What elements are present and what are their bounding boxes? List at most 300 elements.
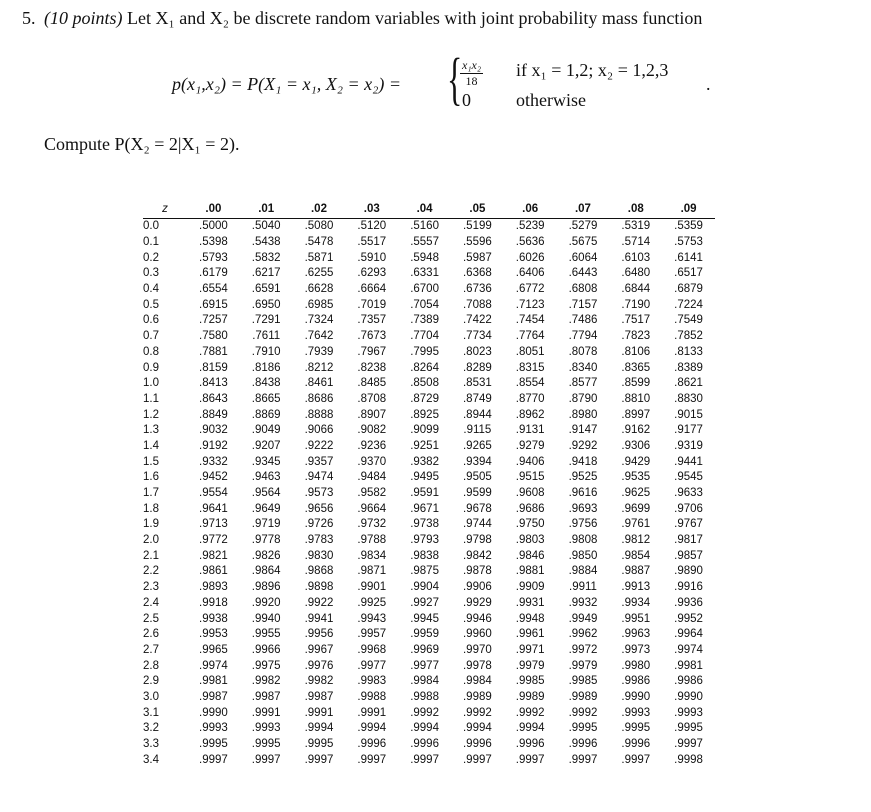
table-cell: .9936 xyxy=(674,596,703,609)
table-cell: .5871 xyxy=(304,251,334,264)
table-cell: .9982 xyxy=(304,675,334,688)
z-table xyxy=(143,200,715,768)
table-cell: .9738 xyxy=(410,518,439,531)
table-cell: .8686 xyxy=(304,392,334,405)
table-cell: .8962 xyxy=(515,408,545,421)
z-table-body xyxy=(143,219,715,769)
table-cell: .7357 xyxy=(357,314,387,327)
table-cell: .9798 xyxy=(462,534,492,547)
column-header: .04 xyxy=(398,200,451,219)
table-cell: .9821 xyxy=(199,549,228,562)
table-cell: .9997 xyxy=(251,753,281,766)
table-cell: .9909 xyxy=(515,581,545,594)
table-cell: .9633 xyxy=(674,487,703,500)
table-cell: .9706 xyxy=(674,502,703,515)
table-row xyxy=(143,439,715,455)
table-cell: .9788 xyxy=(357,534,387,547)
table-cell: .9649 xyxy=(251,502,281,515)
table-cell: .9671 xyxy=(410,502,439,515)
table-cell: .7088 xyxy=(462,298,492,311)
table-cell: .9977 xyxy=(410,659,439,672)
table-cell: .9868 xyxy=(304,565,334,578)
table-cell: .7486 xyxy=(568,314,598,327)
table-cell: .6331 xyxy=(410,267,439,280)
table-cell: .9996 xyxy=(568,738,598,751)
table-cell: .7852 xyxy=(674,330,703,343)
column-header: .00 xyxy=(187,200,240,219)
table-cell: .7910 xyxy=(251,345,281,358)
table-cell: .6628 xyxy=(304,283,334,296)
table-cell: .9976 xyxy=(304,659,334,672)
table-row xyxy=(143,611,715,627)
row-z-value: 1.2 xyxy=(143,408,159,421)
column-header: .01 xyxy=(240,200,293,219)
table-cell: .5793 xyxy=(199,251,228,264)
table-cell: .7611 xyxy=(252,330,281,343)
table-cell: .9993 xyxy=(199,722,228,735)
table-cell: .8554 xyxy=(515,377,545,390)
table-cell: .9535 xyxy=(621,471,651,484)
table-cell: .9984 xyxy=(462,675,492,688)
table-cell: .7967 xyxy=(357,345,387,358)
table-cell: .9987 xyxy=(199,690,228,703)
table-row xyxy=(143,501,715,517)
table-cell: .9997 xyxy=(199,753,228,766)
table-row xyxy=(143,486,715,502)
table-cell: .5080 xyxy=(304,220,334,233)
table-cell: .7642 xyxy=(304,330,334,343)
table-cell: .9881 xyxy=(515,565,545,578)
row-z-value: 0.1 xyxy=(143,236,159,249)
table-cell: .5398 xyxy=(199,236,228,249)
table-cell: .9981 xyxy=(199,675,228,688)
table-cell: .8665 xyxy=(251,392,281,405)
table-cell: .7054 xyxy=(410,298,439,311)
table-cell: .5753 xyxy=(674,236,703,249)
table-cell: .9943 xyxy=(357,612,387,625)
table-cell: .7580 xyxy=(199,330,228,343)
row-z-value: 0.0 xyxy=(143,220,159,233)
table-cell: .5120 xyxy=(357,220,387,233)
table-cell: .8389 xyxy=(674,361,703,374)
table-cell: .9968 xyxy=(357,643,387,656)
table-cell: .8264 xyxy=(410,361,439,374)
table-cell: .9997 xyxy=(304,753,334,766)
table-cell: .9940 xyxy=(251,612,281,625)
table-cell: .9641 xyxy=(199,502,228,515)
table-cell: .9988 xyxy=(410,690,439,703)
table-cell: .9995 xyxy=(304,738,334,751)
table-cell: .9875 xyxy=(410,565,439,578)
table-cell: .5910 xyxy=(357,251,387,264)
table-cell: .9959 xyxy=(410,628,439,641)
table-cell: .5832 xyxy=(251,251,281,264)
table-row xyxy=(143,345,715,361)
table-row xyxy=(143,266,715,282)
table-cell: .9922 xyxy=(304,596,334,609)
table-cell: .9973 xyxy=(621,643,651,656)
table-cell: .9991 xyxy=(357,706,387,719)
table-cell: .5636 xyxy=(515,236,545,249)
table-cell: .9222 xyxy=(304,439,334,452)
table-cell: .9808 xyxy=(568,534,598,547)
table-cell: .5199 xyxy=(462,220,492,233)
table-cell: .9995 xyxy=(621,722,651,735)
table-row xyxy=(143,752,715,768)
table-cell: .9846 xyxy=(515,549,545,562)
table-cell: .9357 xyxy=(304,455,334,468)
table-cell: .9850 xyxy=(568,549,598,562)
row-z-value: 2.5 xyxy=(143,612,159,625)
table-cell: .6255 xyxy=(304,267,334,280)
table-cell: .7422 xyxy=(462,314,492,327)
table-cell: .6879 xyxy=(674,283,703,296)
table-cell: .9345 xyxy=(251,455,281,468)
row-z-value: 2.3 xyxy=(143,581,159,594)
row-z-value: 2.6 xyxy=(143,628,159,641)
table-cell: .9938 xyxy=(199,612,228,625)
table-cell: .9997 xyxy=(674,738,703,751)
table-cell: .9032 xyxy=(199,424,228,437)
table-cell: .9987 xyxy=(304,690,334,703)
equation-period: . xyxy=(706,74,711,94)
row-z-value: 0.5 xyxy=(143,298,159,311)
table-cell: .8023 xyxy=(462,345,492,358)
table-cell: .6026 xyxy=(515,251,545,264)
row-z-value: 1.3 xyxy=(143,424,159,437)
table-cell: .6736 xyxy=(462,283,492,296)
table-cell: .7939 xyxy=(304,345,334,358)
table-cell: .7291 xyxy=(251,314,281,327)
table-cell: .8212 xyxy=(304,361,334,374)
row-z-value: 3.1 xyxy=(143,706,159,719)
table-cell: .8810 xyxy=(621,392,651,405)
table-cell: .8577 xyxy=(568,377,598,390)
row-z-value: 2.0 xyxy=(143,534,159,547)
table-cell: .9838 xyxy=(410,549,439,562)
table-header-row xyxy=(143,200,715,219)
table-cell: .7324 xyxy=(304,314,334,327)
table-cell: .6808 xyxy=(568,283,598,296)
table-cell: .9957 xyxy=(357,628,387,641)
table-cell: .9997 xyxy=(462,753,492,766)
table-cell: .6591 xyxy=(251,283,281,296)
table-cell: .9997 xyxy=(515,753,545,766)
table-cell: .7673 xyxy=(357,330,387,343)
table-cell: .8708 xyxy=(357,392,387,405)
table-cell: .9925 xyxy=(357,596,387,609)
table-row xyxy=(143,297,715,313)
table-cell: .7123 xyxy=(515,298,545,311)
table-cell: .8944 xyxy=(462,408,492,421)
table-cell: .9793 xyxy=(410,534,439,547)
table-cell: .7190 xyxy=(621,298,651,311)
table-cell: .9162 xyxy=(621,424,651,437)
table-cell: .9961 xyxy=(515,628,545,641)
table-cell: .9842 xyxy=(462,549,492,562)
table-cell: .8133 xyxy=(674,345,703,358)
table-cell: .9904 xyxy=(410,581,439,594)
table-cell: .9983 xyxy=(357,675,387,688)
table-cell: .9988 xyxy=(357,690,387,703)
table-cell: .9015 xyxy=(674,408,703,421)
table-row xyxy=(143,690,715,706)
table-cell: .9927 xyxy=(410,596,439,609)
table-cell: .9207 xyxy=(251,439,281,452)
table-cell: .7224 xyxy=(674,298,703,311)
table-cell: .9975 xyxy=(251,659,281,672)
table-cell: .9616 xyxy=(568,487,598,500)
table-cell: .9932 xyxy=(568,596,598,609)
table-cell: .7881 xyxy=(199,345,228,358)
case-condition-1: if x₁ = 1,2; x₂ = 1,2,3 xyxy=(516,60,669,80)
table-cell: .9997 xyxy=(568,753,598,766)
table-cell: .8869 xyxy=(251,408,281,421)
table-cell: .9941 xyxy=(304,612,334,625)
table-cell: .9099 xyxy=(410,424,439,437)
table-cell: .9306 xyxy=(621,439,651,452)
pmf-lhs: p(x₁,x₂) = P(X₁ = x₁, X₂ = x₂) = xyxy=(172,74,402,94)
row-z-value: 2.4 xyxy=(143,596,159,609)
table-cell: .9981 xyxy=(674,659,703,672)
table-cell: .5948 xyxy=(410,251,439,264)
table-cell: .9871 xyxy=(357,565,387,578)
table-cell: .8413 xyxy=(199,377,228,390)
table-cell: .5000 xyxy=(199,220,228,233)
table-cell: .9934 xyxy=(621,596,651,609)
table-cell: .6915 xyxy=(199,298,228,311)
table-cell: .8051 xyxy=(515,345,545,358)
table-row xyxy=(143,376,715,392)
table-cell: .8438 xyxy=(251,377,281,390)
table-cell: .9678 xyxy=(462,502,492,515)
table-row xyxy=(143,329,715,345)
table-cell: .9990 xyxy=(199,706,228,719)
table-cell: .8340 xyxy=(568,361,598,374)
table-cell: .9147 xyxy=(568,424,598,437)
table-cell: .9265 xyxy=(462,439,492,452)
pmf-fraction xyxy=(460,58,483,89)
table-cell: .7995 xyxy=(410,345,439,358)
row-z-value: 0.4 xyxy=(143,283,159,296)
table-row xyxy=(143,219,715,235)
row-z-value: 2.1 xyxy=(143,549,159,562)
table-cell: .9989 xyxy=(515,690,545,703)
table-cell: .5438 xyxy=(251,236,281,249)
table-cell: .9996 xyxy=(410,738,439,751)
table-cell: .8830 xyxy=(674,392,703,405)
compute-question: Compute P(X₂ = 2|X₁ = 2). xyxy=(44,134,240,154)
table-cell: .6844 xyxy=(621,283,651,296)
table-cell: .9992 xyxy=(568,706,598,719)
table-cell: .8770 xyxy=(515,392,545,405)
table-cell: .7157 xyxy=(568,298,598,311)
table-cell: .5359 xyxy=(674,220,703,233)
table-cell: .9726 xyxy=(304,518,334,531)
table-cell: .9931 xyxy=(515,596,545,609)
row-z-value: 0.2 xyxy=(143,251,159,264)
table-cell: .9699 xyxy=(621,502,651,515)
table-row xyxy=(143,627,715,643)
table-cell: .7704 xyxy=(410,330,439,343)
table-cell: .9582 xyxy=(357,487,387,500)
table-cell: .9177 xyxy=(674,424,703,437)
table-cell: .9049 xyxy=(251,424,281,437)
table-cell: .9429 xyxy=(621,455,651,468)
table-cell: .9463 xyxy=(251,471,281,484)
problem-number: 5. xyxy=(22,8,36,28)
problem-text: Let X₁ and X₂ be discrete random variables with joint probability mass function xyxy=(127,8,703,28)
table-cell: .9979 xyxy=(515,659,545,672)
table-cell: .9966 xyxy=(251,643,281,656)
table-cell: .8078 xyxy=(568,345,598,358)
table-cell: .9916 xyxy=(674,581,703,594)
table-row xyxy=(143,643,715,659)
table-cell: .6141 xyxy=(674,251,703,264)
table-cell: .9854 xyxy=(621,549,651,562)
table-cell: .9826 xyxy=(251,549,281,562)
table-row xyxy=(143,548,715,564)
table-row xyxy=(143,392,715,408)
table-cell: .9898 xyxy=(304,581,334,594)
table-cell: .7517 xyxy=(621,314,651,327)
table-row xyxy=(143,235,715,251)
table-cell: .9989 xyxy=(568,690,598,703)
table-cell: .9967 xyxy=(304,643,334,656)
table-cell: .9564 xyxy=(251,487,281,500)
table-cell: .9984 xyxy=(410,675,439,688)
table-cell: .9960 xyxy=(462,628,492,641)
table-cell: .9974 xyxy=(199,659,228,672)
table-cell: .8790 xyxy=(568,392,598,405)
table-cell: .5478 xyxy=(304,236,334,249)
table-cell: .9996 xyxy=(621,738,651,751)
fraction-denominator: 18 xyxy=(465,74,478,88)
table-cell: .9994 xyxy=(515,722,545,735)
table-cell: .6700 xyxy=(410,283,439,296)
table-cell: .9251 xyxy=(410,439,439,452)
table-cell: .9972 xyxy=(568,643,598,656)
table-cell: .9608 xyxy=(515,487,545,500)
table-cell: .7549 xyxy=(674,314,703,327)
table-row xyxy=(143,674,715,690)
table-cell: .8106 xyxy=(621,345,651,358)
table-cell: .9772 xyxy=(199,534,228,547)
table-cell: .8531 xyxy=(462,377,492,390)
column-header: .09 xyxy=(662,200,715,219)
row-z-value: 3.2 xyxy=(143,722,159,735)
column-header: .05 xyxy=(451,200,504,219)
table-cell: .9884 xyxy=(568,565,598,578)
pmf-equation xyxy=(172,46,732,114)
row-z-value: 2.7 xyxy=(143,643,159,656)
table-cell: .9756 xyxy=(568,518,598,531)
table-cell: .9995 xyxy=(674,722,703,735)
table-cell: .6554 xyxy=(199,283,228,296)
table-cell: .9857 xyxy=(674,549,703,562)
table-cell: .9989 xyxy=(462,690,492,703)
table-cell: .9994 xyxy=(410,722,439,735)
column-header: .02 xyxy=(293,200,346,219)
table-cell: .9625 xyxy=(621,487,651,500)
table-cell: .9767 xyxy=(674,518,703,531)
table-row xyxy=(143,423,715,439)
table-cell: .5279 xyxy=(568,220,598,233)
table-cell: .8508 xyxy=(410,377,439,390)
table-row xyxy=(143,737,715,753)
row-z-value: 1.8 xyxy=(143,502,159,515)
table-cell: .8365 xyxy=(621,361,651,374)
case-condition-2: otherwise xyxy=(516,90,586,110)
table-row xyxy=(143,533,715,549)
table-cell: .9515 xyxy=(515,471,545,484)
table-cell: .9332 xyxy=(199,455,228,468)
table-cell: .9974 xyxy=(674,643,703,656)
table-cell: .9990 xyxy=(674,690,703,703)
table-cell: .5160 xyxy=(410,220,439,233)
table-cell: .9995 xyxy=(199,738,228,751)
table-cell: .9693 xyxy=(568,502,598,515)
table-cell: .9995 xyxy=(251,738,281,751)
table-cell: .9484 xyxy=(357,471,387,484)
table-cell: .9991 xyxy=(251,706,281,719)
table-row xyxy=(143,360,715,376)
row-z-value: 1.0 xyxy=(143,377,159,390)
table-cell: .9956 xyxy=(304,628,334,641)
table-cell: .9952 xyxy=(674,612,703,625)
table-cell: .9803 xyxy=(515,534,545,547)
problem-statement xyxy=(22,8,702,29)
table-cell: .8749 xyxy=(462,392,492,405)
fraction-numerator: x₁x₂ xyxy=(462,58,481,72)
table-cell: .5987 xyxy=(462,251,492,264)
table-cell: .9985 xyxy=(515,675,545,688)
table-cell: .9993 xyxy=(674,706,703,719)
row-z-value: 1.6 xyxy=(143,471,159,484)
table-cell: .9995 xyxy=(568,722,598,735)
table-cell: .6443 xyxy=(568,267,598,280)
table-cell: .7257 xyxy=(199,314,228,327)
table-cell: .9971 xyxy=(515,643,545,656)
table-cell: .9977 xyxy=(357,659,387,672)
table-cell: .9913 xyxy=(621,581,651,594)
table-cell: .9996 xyxy=(462,738,492,751)
table-cell: .9545 xyxy=(674,471,703,484)
table-cell: .9525 xyxy=(568,471,598,484)
table-cell: .9951 xyxy=(621,612,651,625)
table-cell: .8997 xyxy=(621,408,651,421)
table-cell: .8289 xyxy=(462,361,492,374)
row-z-value: 2.8 xyxy=(143,659,159,672)
table-cell: .9664 xyxy=(357,502,387,515)
table-cell: .9996 xyxy=(357,738,387,751)
cases-brace: { xyxy=(447,46,463,111)
row-z-value: 1.4 xyxy=(143,439,159,452)
table-cell: .6664 xyxy=(357,283,387,296)
table-cell: .8159 xyxy=(199,361,228,374)
row-z-value: 2.2 xyxy=(143,565,159,578)
row-z-value: 3.0 xyxy=(143,690,159,703)
table-row xyxy=(143,721,715,737)
table-cell: .6950 xyxy=(251,298,281,311)
table-cell: .6406 xyxy=(515,267,545,280)
table-cell: .9986 xyxy=(674,675,703,688)
table-cell: .9406 xyxy=(515,455,545,468)
table-cell: .9713 xyxy=(199,518,228,531)
table-cell: .9656 xyxy=(304,502,334,515)
table-cell: .9082 xyxy=(357,424,387,437)
table-cell: .9066 xyxy=(304,424,334,437)
